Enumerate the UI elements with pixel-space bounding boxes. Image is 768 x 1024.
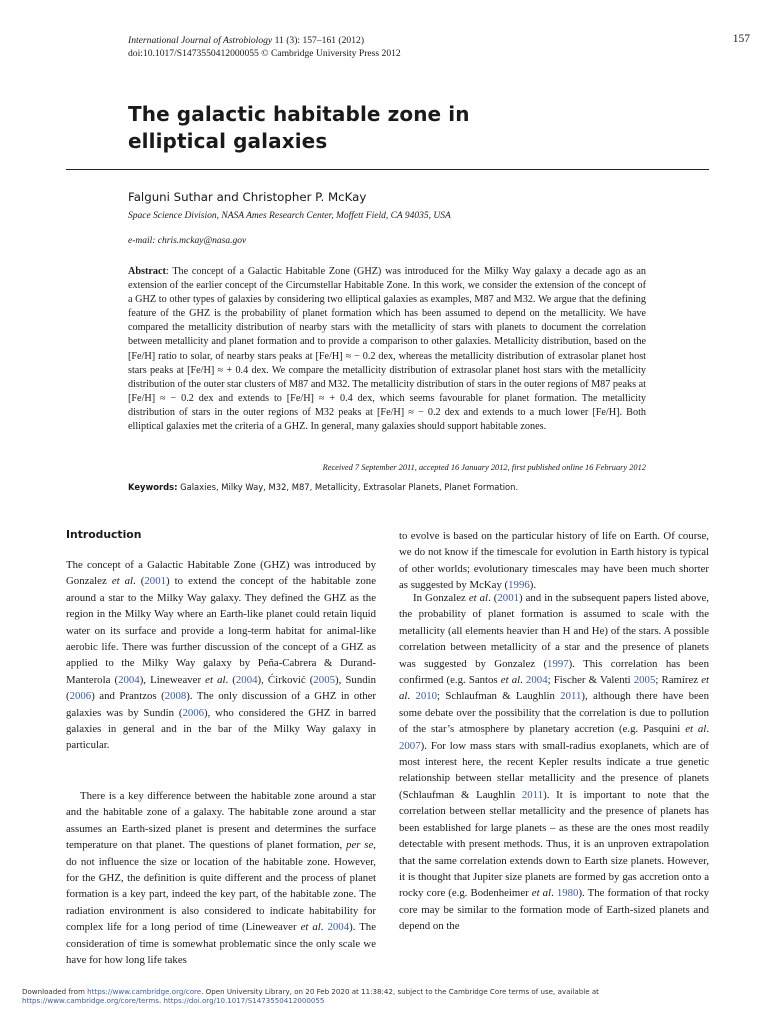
section-heading-introduction: Introduction (66, 528, 142, 541)
article-title (128, 101, 688, 155)
journal-name: International Journal of Astrobiology (128, 35, 273, 46)
author-email: e-mail: chris.mckay@nasa.gov (128, 236, 247, 246)
keywords-text: Galaxies, Milky Way, M32, M87, Metallicity, Extrasolar Planets, Planet Formation. (177, 482, 519, 492)
keywords-label: Keywords: (128, 482, 178, 492)
download-notice-line-2: https://www.cambridge.org/core/terms. https://doi.org/10.1017/S1473550412000055 (22, 996, 325, 1005)
body-paragraph-3: to evolve is based on the particular history of life on Earth. Of course, we do not know if the timescale for evolution in Earth history is typical of other worlds; evolutionary timescales may have been much shorter as suggested by McKay (1996). (399, 530, 709, 592)
body-paragraph-4: In Gonzalez et al. (2001) and in the subsequent papers listed above, the probability of planet formation is assumed to scale with the metallicity (all elements heavier than H and He) of the stars. A possible correlation between metallicity of a star and the presence of planets was suggested by Gonzalez (1997). This correlation has been confirmed (e.g. Santos et al. 2004; Fischer & Valenti 2005; Ramírez et al. 2010; Schlaufman & Laughlin 2011), although there have been some debate over the possibility that the correlation is due to pollution of the star’s atmosphere by planetary accretion (e.g. Pasquini et al. 2007). For low mass stars with small-radius exoplanets, which are of most interest here, the recent Kepler results indicate a true genetic relationship between stellar metallicity and the presence of planets (Schlaufman & Laughlin 2011). It is important to note that the correlation between stellar metallicity and the presence of planets has been established for large planets – as these are the ones most readily detectable with present methods. Thus, it is an unproven extrapolation that the same correlation extends down to Earth size planets. However, it is thought that Jupiter size planets are formed by gas accretion onto a rocky core (e.g. Bodenheimer et al. 1980). The formation of that rocky core may be similar to the formation mode of Earth-sized planets and depend on the (399, 592, 710, 933)
doi-link[interactable]: https://doi.org/10.1017/S1473550412000055 (163, 996, 325, 1005)
body-paragraph-1: The concept of a Galactic Habitable Zone (GHZ) was introduced by Gonzalez et al. (2001) to extend the concept of the habitable zone around a star to the Milky Way galaxy. They defined the GHZ as the region in the Milky Way where an Earth-like planet could retain liquid water on its surface and provide a long-term habitat for animal-like aerobic life. There was further discussion of the concept of a GHZ as applied to the Milky Way galaxy by Peña-Cabrera & Durand-Manterola (2004), Lineweaver et al. (2004), Ćirković (2005), Sundin (2006) and Prantzos (2008). The only discussion of a GHZ in other galaxies was by Sundin (2006), who considered the GHZ in barred galaxies in general and in the bar of the Milky Way galaxy in particular. (66, 559, 377, 752)
journal-issue: 11 (3): 157–161 (2012) (272, 35, 365, 46)
title-line-1: The galactic habitable zone in (128, 102, 470, 126)
terms-link[interactable]: https://www.cambridge.org/core/terms (22, 996, 159, 1005)
keywords (128, 481, 518, 493)
abstract (128, 265, 646, 434)
cambridge-core-link[interactable]: https://www.cambridge.org/core (87, 987, 202, 996)
received-dates: Received 7 September 2011, accepted 16 January 2012, first published online 16 February 2012 (322, 463, 646, 472)
download-notice-line-1: Downloaded from https://www.cambridge.org/core. Open University Library, on 20 Feb 2020 at 11:38:42, subject to the Cambridge Core terms of use, available at (22, 987, 599, 996)
author-list: Falguni Suthar and Christopher P. McKay (128, 190, 367, 204)
title-line-2: elliptical galaxies (128, 129, 328, 153)
journal-citation (128, 34, 364, 47)
title-divider (66, 169, 709, 170)
body-paragraph-2: There is a key difference between the habitable zone around a star and the habitable zone of a galaxy. The habitable zone around a star assumes an Earth-sized planet is present and determines the surface temperature on that planet. The questions of planet formation, per se, do not influence the size or location of the habitable zone. However, for the GHZ, the definition is quite different and the process of planet formation is a key part, indeed the key part, of the habitable zone. The radiation environment is also considered to indicate habitability for complex life for a long period of time (Lineweaver et al. 2004). The consideration of time is somewhat problematic since the only scale we have for how long life takes (66, 790, 376, 967)
author-affiliation: Space Science Division, NASA Ames Research Center, Moffett Field, CA 94035, USA (128, 211, 451, 221)
doi-line: doi:10.1017/S1473550412000055 © Cambridge University Press 2012 (128, 48, 401, 59)
abstract-text: : The concept of a Galactic Habitable Zone (GHZ) was introduced for the Milky Way galaxy a decade ago as an extension of the earlier concept of the Circumstellar Habitable Zone. In this work, we consider the extension of the concept of a GHZ to other types of galaxies by considering two elliptical galaxies as examples, M87 and M32. We argue that the defining feature of the GHZ is the probability of planet formation which has been assumed to depend on the metallicity. We have compared the metallicity distribution of nearby stars with the metallicity of stars with planets to document the correlation between metallicity and planet formation and to provide a comparison to other galaxies. Metallicity distribution, based on the [Fe/H] ratio to solar, of nearby stars peaks at [Fe/H] ≈ − 0.2 dex, whereas the metallicity distribution of extrasolar planet host stars peaks at [Fe/H] ≈ + 0.4 dex. We compare the metallicity distribution of extrasolar planet host stars with the metallicity distribution of the outer star clusters of M87 and M32. The metallicity distribution of stars in the outer regions of M87 peaks at [Fe/H] ≈ − 0.2 dex and extends to [Fe/H] ≈ + 0.4 dex, which seems favourable for planet formation. The metallicity distribution of stars in the outer regions of M32 peaks at [Fe/H] ≈ − 0.2 dex and extends to a much lower [Fe/H]. Both elliptical galaxies met the criteria of a GHZ. In general, many galaxies should support habitable zones. (128, 266, 646, 433)
abstract-label: Abstract (128, 266, 166, 277)
page-number: 157 (732, 33, 750, 45)
